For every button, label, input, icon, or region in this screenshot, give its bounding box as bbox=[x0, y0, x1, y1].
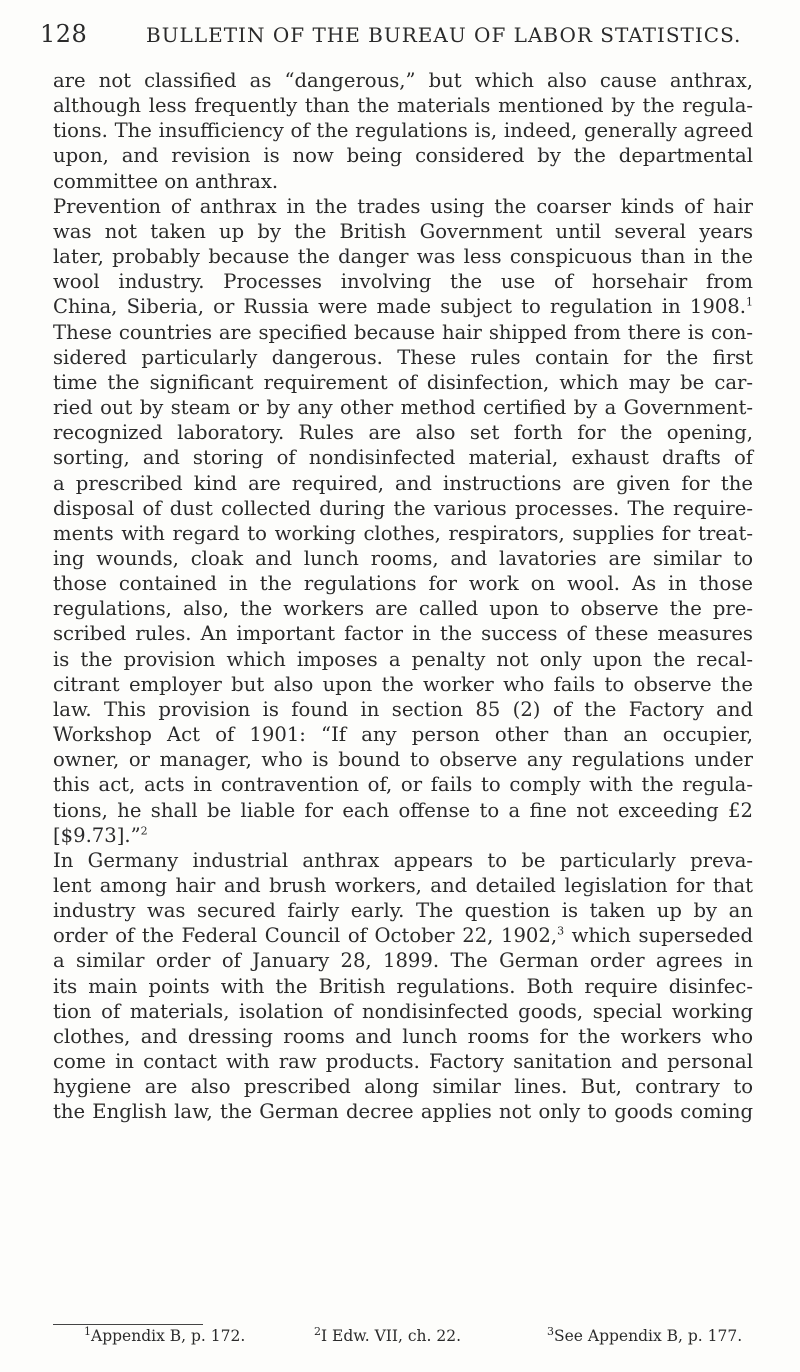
text-line: are not classified as “dangerous,” but which also cause anthrax, bbox=[53, 69, 753, 92]
text-line: sorting, and storing of nondisinfected material, exhaust drafts of bbox=[53, 446, 753, 470]
footnote-text: See Appendix B, p. 177. bbox=[554, 1327, 743, 1345]
footnote-mark: 3 bbox=[547, 1324, 554, 1338]
footnote-text: I Edw. VII, ch. 22. bbox=[321, 1327, 462, 1345]
text-line: tions, he shall be liable for each offense to a fine not exceeding £2 bbox=[53, 798, 753, 822]
footnote-text: Appendix B, p. 172. bbox=[91, 1327, 246, 1345]
text-line: disposal of dust collected during the various processes. The require- bbox=[53, 496, 753, 520]
footnote-ref-1: 1 bbox=[746, 295, 753, 309]
paragraph-1 bbox=[53, 68, 753, 194]
text-line: industry was secured fairly early. The question is taken up by an bbox=[53, 899, 753, 923]
text-line: those contained in the regulations for work on wool. As in those bbox=[53, 572, 753, 596]
text-line: although less frequently than the materials mentioned by the regula- bbox=[53, 94, 753, 118]
text-line-with-footnote bbox=[53, 823, 753, 848]
footnote-ref-3: 3 bbox=[557, 924, 565, 938]
page-number: 128 bbox=[40, 20, 88, 48]
footnote-ref-2: 2 bbox=[140, 824, 148, 838]
footnote-rule bbox=[53, 1324, 203, 1325]
text-line: regulations, also, the workers are called upon to observe the pre- bbox=[53, 597, 753, 621]
running-title: BULLETIN OF THE BUREAU OF LABOR STATISTICS. bbox=[146, 23, 742, 47]
text-line: China, Siberia, or Russia were made subject to regulation in 1908. bbox=[53, 295, 746, 319]
text-line: tion of materials, isolation of nondisinfected goods, special working bbox=[53, 999, 753, 1023]
text-line: committee on anthrax. bbox=[53, 169, 279, 193]
text-line: upon, and revision is now being considered by the departmental bbox=[53, 144, 753, 168]
text-line: ried out by steam or by any other method certified by a Government- bbox=[53, 396, 753, 420]
text-line: later, probably because the danger was less conspicuous than in the bbox=[53, 245, 753, 269]
text-line: These countries are specified because hair shipped from there is con- bbox=[53, 320, 753, 344]
text-line: wool industry. Processes involving the use of horsehair from bbox=[53, 270, 753, 294]
text-line: In Germany industrial anthrax appears to be particularly preva- bbox=[53, 848, 753, 872]
text-line: a similar order of January 28, 1899. The German order agrees in bbox=[53, 949, 753, 973]
text-line: Workshop Act of 1901: “If any person other than an occupier, bbox=[53, 723, 753, 747]
footnote-mark: 1 bbox=[84, 1324, 91, 1338]
footnotes bbox=[84, 1326, 764, 1346]
text-line: sidered particularly dangerous. These rules contain for the first bbox=[53, 345, 753, 369]
footnote-3 bbox=[547, 1326, 742, 1346]
footnote-1 bbox=[84, 1326, 314, 1346]
text-line: ing wounds, cloak and lunch rooms, and lavatories are similar to bbox=[53, 546, 753, 570]
footnote-2 bbox=[314, 1326, 547, 1346]
text-line: citrant employer but also upon the worker who fails to observe the bbox=[53, 672, 753, 696]
text-line: this act, acts in contravention of, or fails to comply with the regula- bbox=[53, 773, 753, 797]
paragraph-2 bbox=[53, 194, 753, 848]
text-line: clothes, and dressing rooms and lunch rooms for the workers who bbox=[53, 1024, 753, 1048]
running-header bbox=[40, 20, 762, 50]
text-line: the English law, the German decree applies not only to goods coming bbox=[53, 1100, 753, 1124]
text-line: owner, or manager, who is bound to observe any regulations under bbox=[53, 748, 753, 772]
text-line: is the provision which imposes a penalty not only upon the recal- bbox=[53, 647, 753, 671]
text-line: tions. The insufficiency of the regulations is, indeed, generally agreed bbox=[53, 119, 753, 143]
text-line: lent among hair and brush workers, and detailed legislation for that bbox=[53, 874, 753, 897]
text-line: its main points with the British regulations. Both require disinfec- bbox=[53, 974, 753, 998]
text-line: was not taken up by the British Government until several years bbox=[53, 219, 753, 243]
paragraph-3 bbox=[53, 848, 753, 1125]
text-line: recognized laboratory. Rules are also set forth for the opening, bbox=[53, 421, 753, 445]
text-line: Prevention of anthrax in the trades using the coarser kinds of hair bbox=[53, 194, 753, 218]
text-line: time the significant requirement of disinfection, which may be car- bbox=[53, 370, 753, 394]
text-line-with-footnote bbox=[53, 923, 753, 948]
footnote-mark: 2 bbox=[314, 1324, 321, 1338]
text-line: a prescribed kind are required, and instructions are given for the bbox=[53, 471, 753, 495]
text-line: come in contact with raw products. Factory sanitation and personal bbox=[53, 1050, 753, 1074]
text-fragment: which superseded bbox=[564, 924, 754, 948]
text-line: [$9.73].” bbox=[53, 823, 141, 847]
body-text bbox=[53, 68, 753, 1125]
text-line: law. This provision is found in section 85 (2) of the Factory and bbox=[53, 697, 753, 721]
text-line-with-footnote bbox=[53, 294, 753, 319]
text-line: order of the Federal Council of October 22, 1902, bbox=[53, 924, 558, 948]
text-line: scribed rules. An important factor in the success of these measures bbox=[53, 622, 753, 646]
text-line: hygiene are also prescribed along similar lines. But, contrary to bbox=[53, 1075, 753, 1099]
text-line: ments with regard to working clothes, respirators, supplies for treat- bbox=[53, 521, 753, 545]
